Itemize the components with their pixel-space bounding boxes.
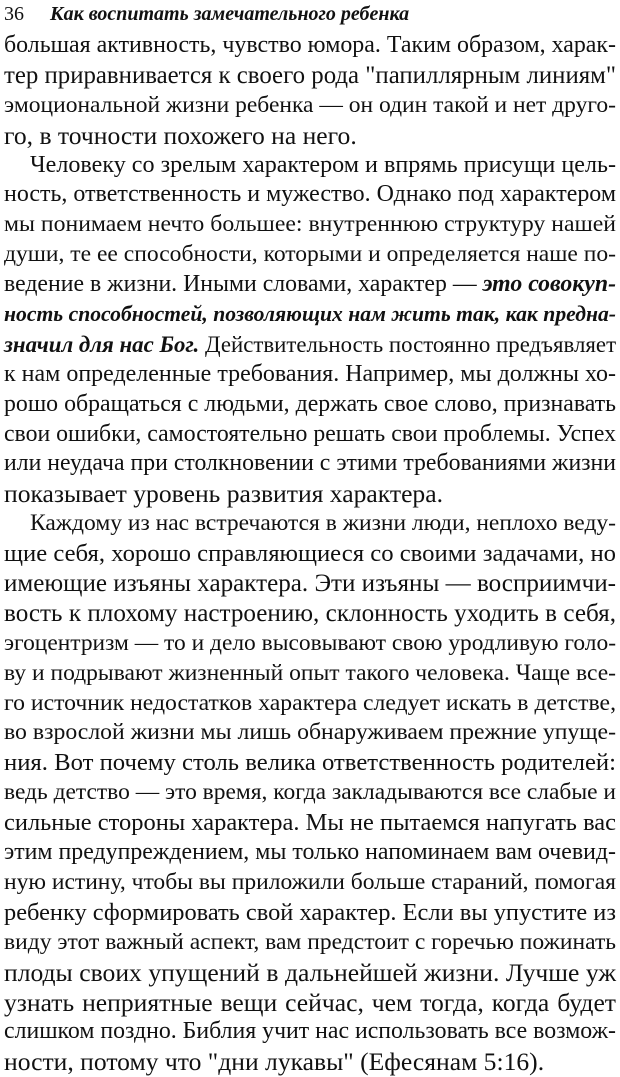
text-segment: го источник недостатков характера следует искать в детстве, — [4, 689, 616, 716]
text-segment: большая активность, чувство юмора. Таким образом, харак- — [4, 32, 616, 58]
text-line — [4, 928, 616, 958]
text-segment: показывает уровень развития характера. — [4, 479, 443, 509]
text-segment: вость к плохому настроению, склонность уходить в себя, — [4, 599, 616, 627]
text-line — [4, 808, 616, 838]
text-segment: ности, потому что "дни лукавы" (Ефесянам 5:16). — [4, 1047, 545, 1077]
text-segment: свои ошибки, самостоятельно решать свои проблемы. Успех — [4, 420, 616, 447]
text-line — [4, 151, 616, 181]
text-segment: Человеку со зрелым характером и впрямь присущи цель- — [30, 151, 616, 178]
text-segment: сильные стороны характера. Мы не пытаемся напугать вас — [4, 809, 616, 837]
text-line — [4, 838, 616, 868]
text-line — [4, 61, 616, 91]
text-line — [4, 509, 616, 539]
text-line — [4, 988, 616, 1018]
page-header — [4, 2, 409, 26]
text-line — [4, 868, 616, 898]
text-segment: или неудача при столкновении с этими требованиями жизни — [4, 450, 616, 477]
text-segment: эмоциональной жизни ребенка — он один такой и нет друго- — [4, 91, 616, 118]
text-line — [4, 1017, 616, 1047]
text-segment: го, в точности похожего на него. — [4, 120, 357, 150]
text-segment: мы понимаем нечто большее: внутреннюю структуру нашей — [4, 211, 616, 238]
running-title: Как воспитать замечательного ребенка — [50, 3, 410, 25]
text-segment: во взрослой жизни мы лишь обнаруживаем прежние упуще- — [4, 719, 616, 746]
text-line — [4, 569, 616, 599]
text-segment: ву и подрывают жизненный опыт такого человека. Чаще все- — [4, 659, 616, 686]
text-line — [4, 539, 616, 569]
text-segment: ность, ответственность и мужество. Однако под характером — [4, 181, 616, 208]
text-line — [4, 240, 616, 270]
text-line — [4, 958, 616, 988]
text-segment: тер приравнивается к своего рода "папиллярным линиям" — [4, 61, 616, 89]
text-line — [4, 748, 616, 778]
body-text — [4, 31, 616, 1077]
text-line — [4, 270, 616, 300]
text-segment: слишком поздно. Библия учит нас использовать все возмож- — [4, 1018, 616, 1045]
text-segment: щие себя, хорошо справляющиеся со своими задачами, но — [4, 540, 616, 568]
text-segment: к нам определенные требования. Например, мы должны хо- — [4, 360, 616, 387]
text-segment: ребенку сформировать свой характер. Если вы упустите из — [4, 898, 616, 926]
text-segment: узнать неприятные вещи сейчас, чем тогда, когда будет — [4, 987, 616, 1017]
text-line — [4, 300, 616, 330]
text-segment: ведение в жизни. Иными словами, характер — — [4, 271, 483, 298]
text-line — [4, 778, 616, 808]
page-number: 36 — [4, 3, 24, 25]
text-line — [4, 689, 616, 719]
text-line — [4, 629, 616, 659]
text-line — [4, 449, 616, 479]
text-line — [4, 898, 616, 928]
text-segment: эгоцентризм — то и дело высовывают свою уродливую голо- — [4, 629, 616, 656]
text-line — [4, 390, 616, 420]
text-segment: Каждому из нас встречаются в жизни люди, неплохо веду- — [30, 510, 616, 537]
text-line — [4, 599, 616, 629]
text-segment: ведь детство — это время, когда закладываются все слабые и — [4, 779, 616, 806]
text-line — [4, 121, 616, 151]
text-segment: рошо обращаться с людьми, держать свое слово, признавать — [4, 390, 616, 417]
text-segment: плоды своих упущений в дальнейшей жизни. Лучше уж — [4, 957, 616, 987]
italic-text-segment: значил для нас Бог. — [4, 331, 200, 357]
text-line — [4, 210, 616, 240]
text-line — [4, 718, 616, 748]
text-line — [4, 1047, 616, 1077]
text-line — [4, 479, 616, 509]
text-segment: ния. Вот почему столь велика ответственность родителей: — [4, 749, 616, 777]
text-segment: виду этот важный аспект, вам предстоит с горечью пожинать — [4, 928, 616, 955]
italic-text-segment: это совокуп- — [482, 271, 617, 298]
text-segment: Действительность постоянно предъявляет — [199, 331, 617, 357]
text-line — [4, 330, 616, 360]
italic-text-segment: ность способностей, позволяющих нам жить так, как предна- — [4, 302, 616, 327]
text-line — [4, 420, 616, 450]
text-segment: души, те ее способности, которыми и определяется наше по- — [4, 241, 616, 268]
text-segment: имеющие изъяны характера. Эти изъяны — восприимчи- — [4, 570, 616, 598]
text-segment: этим предупреждением, мы только напоминаем вам очевид- — [4, 839, 616, 866]
text-line — [4, 180, 616, 210]
text-line — [4, 659, 616, 689]
text-line — [4, 360, 616, 390]
text-segment: ную истину, чтобы вы приложили больше стараний, помогая — [4, 868, 616, 895]
text-line — [4, 91, 616, 121]
text-line — [4, 31, 616, 61]
